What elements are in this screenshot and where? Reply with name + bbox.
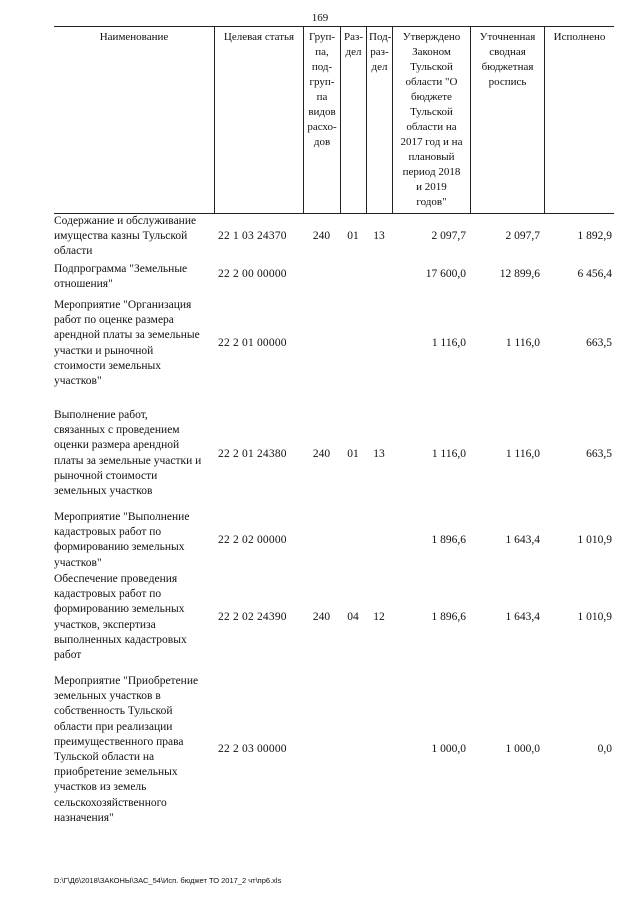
- row-approved: 1 896,6: [431, 534, 466, 546]
- row-executed: 1 010,9: [577, 534, 612, 546]
- row-code: 22 1 03 24370: [218, 230, 287, 242]
- row-section: 01: [347, 230, 359, 242]
- table-header: [54, 26, 614, 214]
- row-executed: 1 010,9: [577, 611, 612, 623]
- row-approved: 2 097,7: [431, 230, 466, 242]
- header-group: Груп- па, под- груп- па видов расхо- дов: [303, 27, 340, 213]
- header-name: Наименование: [99, 31, 169, 43]
- row-refined: 1 116,0: [505, 448, 540, 460]
- row-name: Обеспечение проведения кадастровых работ по формированию земельных участков, экспертиза выполненных кадастровых работ: [54, 573, 187, 662]
- row-executed: 663,5: [586, 337, 612, 349]
- row-executed: 6 456,4: [577, 268, 612, 280]
- page-number: 169: [311, 12, 329, 24]
- row-name: Мероприятие "Приобретение земельных участков в собственность Тульской области при реализации преимущественного права Тульской области на приобретение земельных участков из земель сельскохозяйственного назначения": [54, 675, 199, 824]
- row-group: 240: [312, 230, 331, 242]
- row-approved: 17 600,0: [425, 268, 466, 280]
- row-approved: 1 000,0: [431, 743, 466, 755]
- row-executed: 0,0: [597, 743, 612, 755]
- row-subsection: 13: [373, 230, 385, 242]
- header-subsection: Под- раз- дел: [366, 27, 392, 213]
- row-code: 22 2 01 24380: [218, 448, 287, 460]
- row-refined: 1 000,0: [505, 743, 540, 755]
- row-name: Содержание и обслуживание имущества казны Тульской области: [54, 215, 197, 258]
- row-executed: 663,5: [586, 448, 612, 460]
- row-section: 04: [347, 611, 359, 623]
- row-approved: 1 116,0: [431, 337, 466, 349]
- row-section: 01: [347, 448, 359, 460]
- header-target: Целевая статья: [214, 27, 303, 213]
- row-subsection: 13: [373, 448, 385, 460]
- header-section: Раз- дел: [340, 27, 366, 213]
- row-code: 22 2 03 00000: [218, 743, 287, 755]
- header-executed: Исполнено: [544, 27, 614, 213]
- header-refined: Уточненная сводная бюджетная роспись: [470, 27, 544, 213]
- row-name: Подпрограмма "Земельные отношения": [54, 263, 188, 291]
- row-refined: 12 899,6: [499, 268, 540, 280]
- header-approved: Утверждено Законом Тульской области "О бюджете Тульской области на 2017 год и на плановый период 2018 и 2019 годов": [392, 27, 470, 213]
- row-code: 22 2 00 00000: [218, 268, 287, 280]
- row-refined: 1 643,4: [505, 611, 540, 623]
- row-name: Мероприятие "Выполнение кадастровых работ по формированию земельных участков": [54, 511, 190, 569]
- file-path-footer: D:\Г\Д6\2018\ЗАКОНЫ\ЗАС_54\Исп. бюджет ТО 2017_2 чт\пр6.xls: [54, 876, 282, 885]
- row-refined: 2 097,7: [505, 230, 540, 242]
- row-approved: 1 896,6: [431, 611, 466, 623]
- row-code: 22 2 01 00000: [218, 337, 287, 349]
- row-approved: 1 116,0: [431, 448, 466, 460]
- row-group: 240: [312, 611, 331, 623]
- row-executed: 1 892,9: [577, 230, 612, 242]
- row-name: Выполнение работ, связанных с проведением оценки размера арендной платы за земельные участки и рыночной стоимости земельных участков: [54, 409, 202, 498]
- row-code: 22 2 02 24390: [218, 611, 287, 623]
- row-code: 22 2 02 00000: [218, 534, 287, 546]
- row-name: Мероприятие "Организация работ по оценке размера арендной платы за земельные участки и рыночной стоимости земельных участков": [54, 299, 200, 388]
- row-refined: 1 116,0: [505, 337, 540, 349]
- row-refined: 1 643,4: [505, 534, 540, 546]
- row-subsection: 12: [373, 611, 385, 623]
- row-group: 240: [312, 448, 331, 460]
